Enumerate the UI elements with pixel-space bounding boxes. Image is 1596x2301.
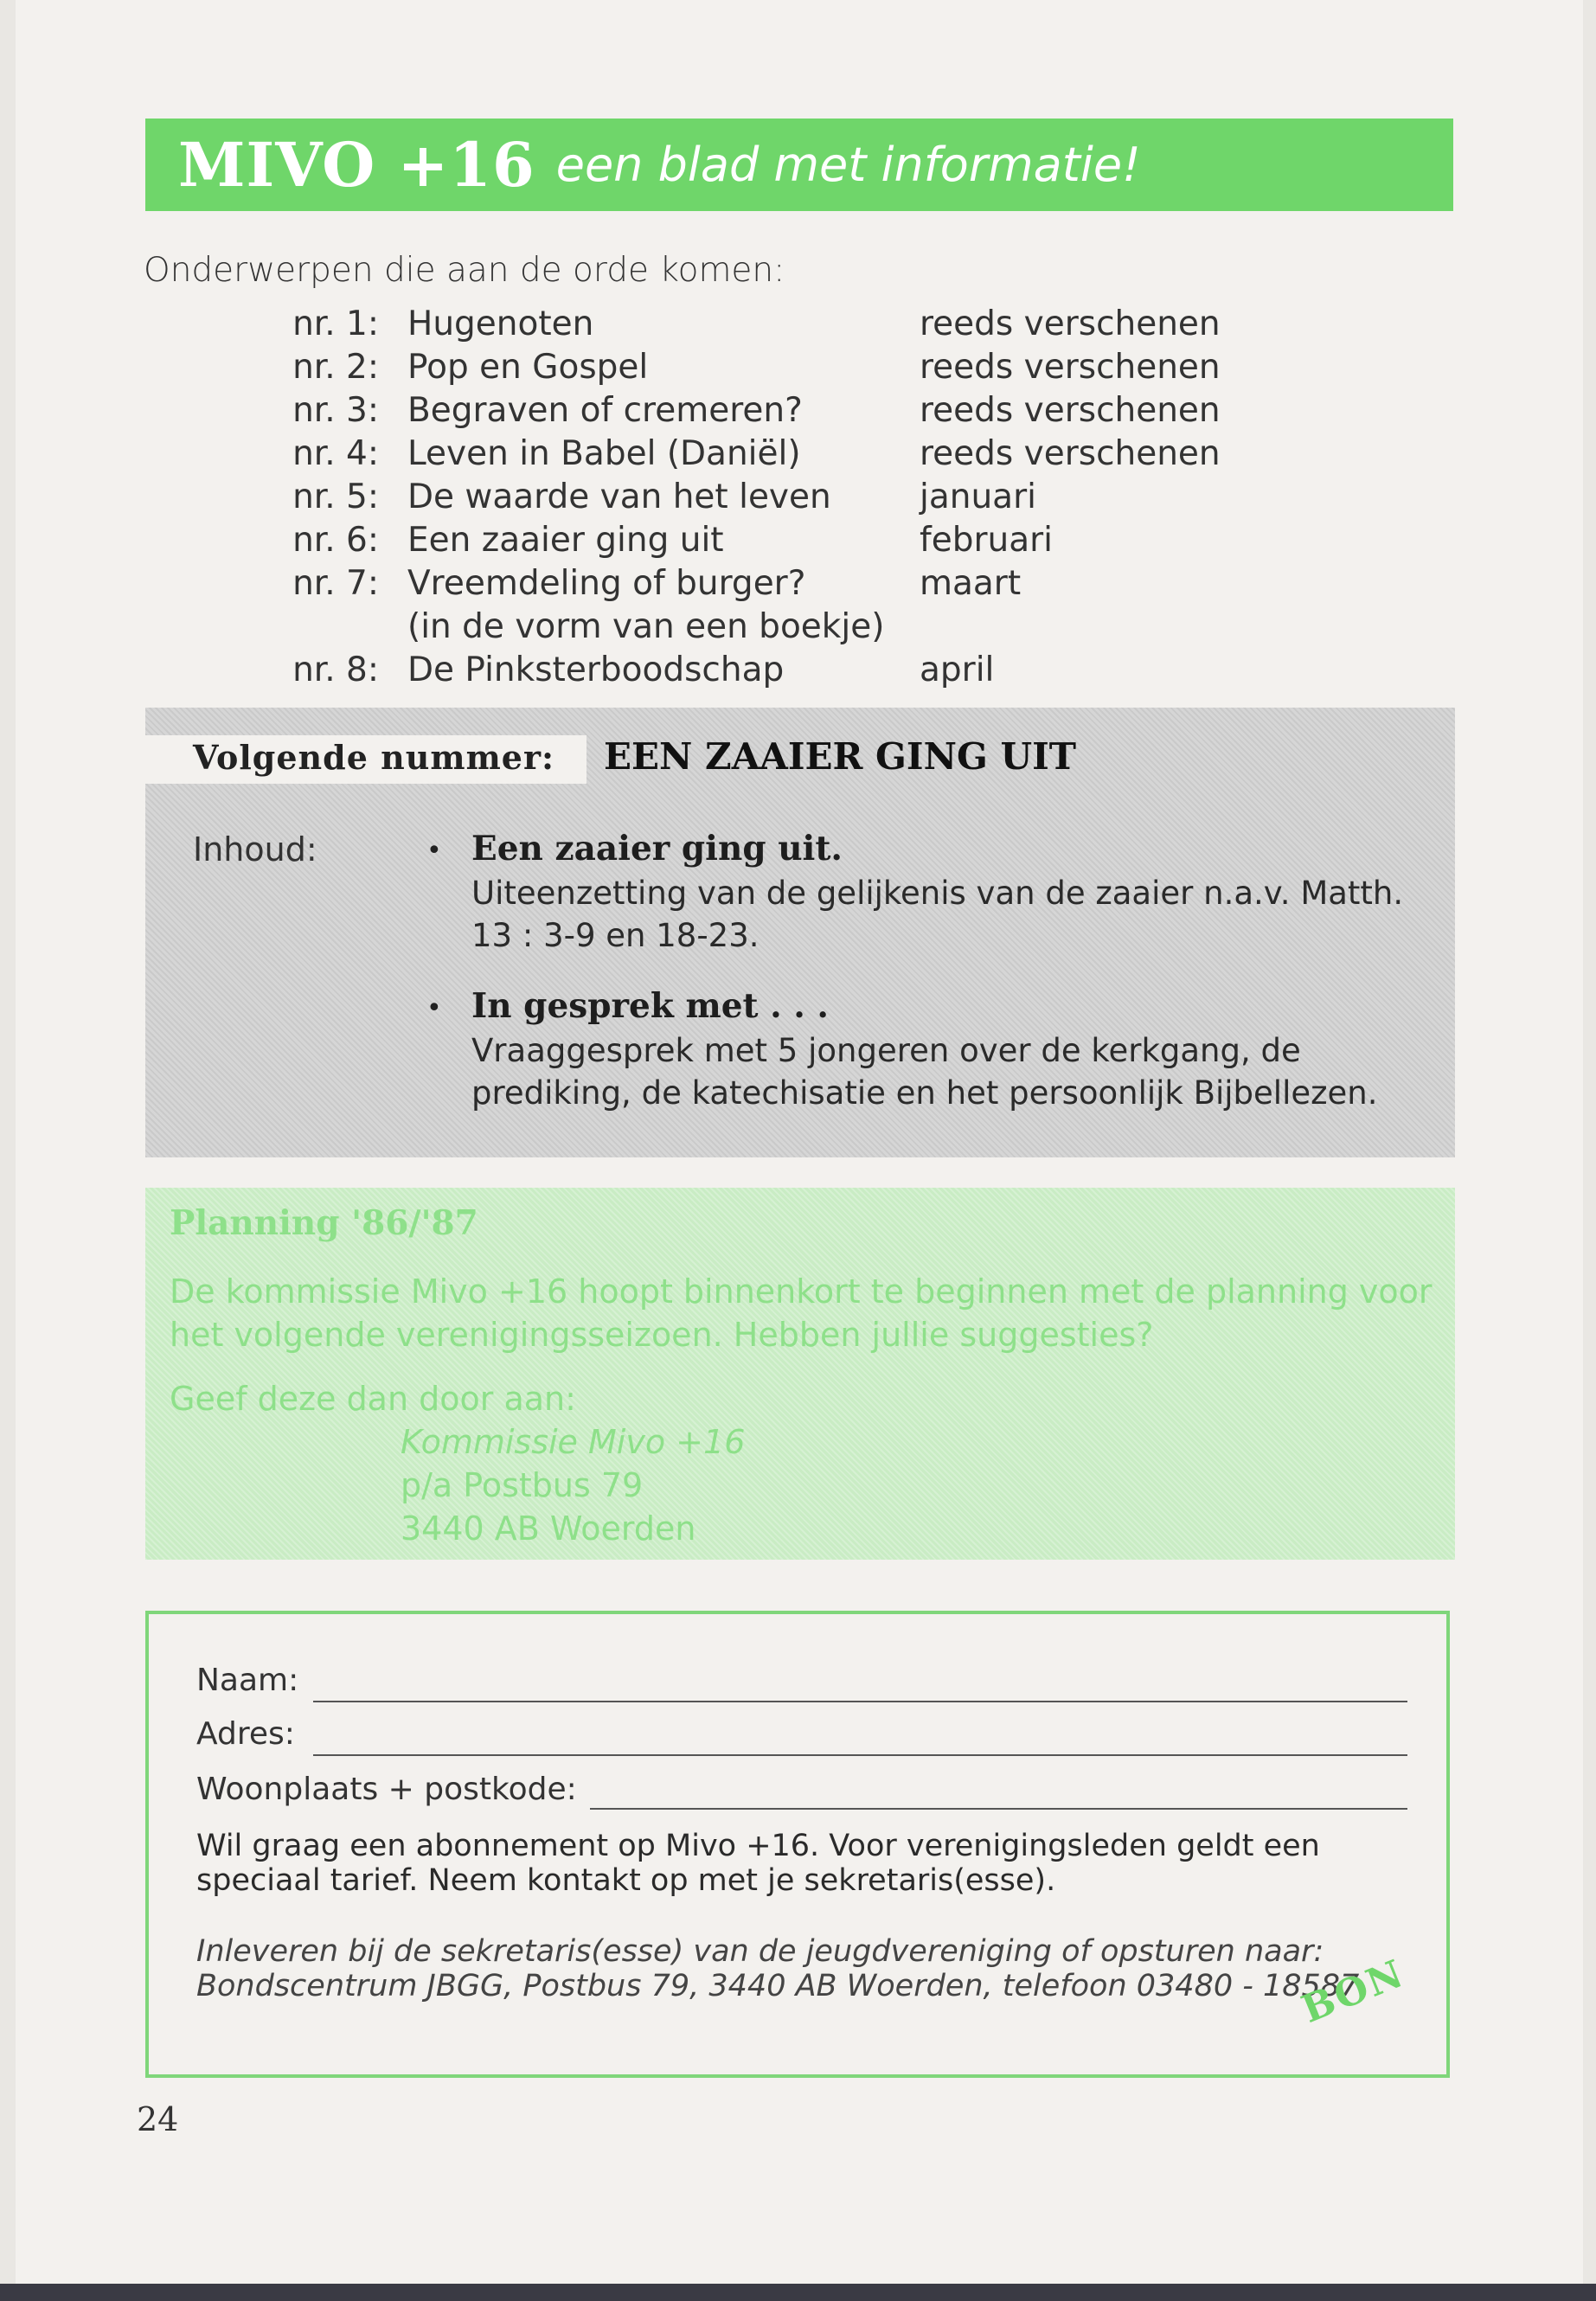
contents-item-title: Een zaaier ging uit. bbox=[471, 829, 843, 868]
contents-item-title: In gesprek met . . . bbox=[471, 986, 830, 1026]
topic-title: (in de vorm van een boekje) bbox=[407, 607, 885, 646]
topic-title: Leven in Babel (Daniël) bbox=[407, 434, 801, 473]
magazine-page bbox=[16, 0, 1583, 2284]
topic-number: nr. 6: bbox=[292, 521, 379, 560]
banner-title: MIVO +16 bbox=[178, 129, 535, 201]
planning-title: Planning '86/'87 bbox=[170, 1203, 478, 1243]
bullet-icon: • bbox=[426, 836, 442, 866]
topic-number: nr. 4: bbox=[292, 434, 379, 473]
planning-give-to: Geef deze dan door aan: bbox=[170, 1380, 576, 1418]
planning-text: De kommissie Mivo +16 hoopt binnenkort te beginnen met de planning voor het volgende verenigingsseizoen. Hebben jullie suggesties? bbox=[170, 1272, 1433, 1354]
next-issue-label: Volgende nummer: bbox=[193, 738, 555, 777]
next-issue-title: EEN ZAAIER GING UIT bbox=[604, 735, 1076, 778]
topic-status: februari bbox=[920, 521, 1054, 560]
header-banner bbox=[145, 119, 1453, 211]
name-label: Naam: bbox=[196, 1663, 299, 1698]
topics-intro: Onderwerpen die aan de orde komen: bbox=[144, 251, 785, 290]
bullet-icon: • bbox=[426, 993, 442, 1023]
topic-status: reeds verschenen bbox=[920, 348, 1221, 387]
topic-status: januari bbox=[920, 478, 1036, 516]
next-issue-box bbox=[145, 708, 1455, 1157]
topic-number: nr. 2: bbox=[292, 348, 379, 387]
topic-title: De Pinksterboodschap bbox=[407, 651, 785, 689]
topic-title: Pop en Gospel bbox=[407, 348, 649, 387]
subscription-coupon bbox=[145, 1611, 1450, 2078]
planning-address-line: p/a Postbus 79 bbox=[401, 1466, 644, 1504]
topic-status: reeds verschenen bbox=[920, 304, 1221, 343]
page-number: 24 bbox=[137, 2100, 179, 2138]
topic-number: nr. 1: bbox=[292, 304, 379, 343]
city-postcode-label: Woonplaats + postkode: bbox=[196, 1772, 577, 1807]
planning-box bbox=[145, 1188, 1455, 1560]
address-label: Adres: bbox=[196, 1716, 295, 1752]
city-postcode-field[interactable] bbox=[590, 1808, 1407, 1810]
planning-address-line: 3440 AB Woerden bbox=[401, 1509, 696, 1548]
topic-title: Vreemdeling of burger? bbox=[407, 564, 806, 603]
submission-note: Inleveren bij de sekretaris(esse) van de jeugdvereniging of opsturen naar: Bondscentrum JBGG, Postbus 79, 3440 AB Woerden, telefoon 03480 - 18587. bbox=[196, 1934, 1369, 2003]
topic-number: nr. 8: bbox=[292, 651, 379, 689]
topic-number: nr. 3: bbox=[292, 391, 379, 430]
topic-status: reeds verschenen bbox=[920, 434, 1221, 473]
topic-status: reeds verschenen bbox=[920, 391, 1221, 430]
topic-title: Hugenoten bbox=[407, 304, 594, 343]
planning-address-line: Kommissie Mivo +16 bbox=[401, 1423, 746, 1461]
name-field[interactable] bbox=[313, 1701, 1407, 1702]
page-bottom-edge bbox=[0, 2284, 1596, 2301]
topic-number: nr. 5: bbox=[292, 478, 379, 516]
bon-stamp: BON bbox=[1295, 1951, 1411, 2032]
subscription-text: Wil graag een abonnement op Mivo +16. Voor verenigingsleden geldt een speciaal tarief. Neem kontakt op met je sekretaris(esse). bbox=[196, 1829, 1320, 1898]
banner-subtitle: een blad met informatie! bbox=[555, 138, 1141, 192]
topic-status: maart bbox=[920, 564, 1022, 603]
contents-item-text: Uiteenzetting van de gelijkenis van de zaaier n.a.v. Matth. 13 : 3-9 en 18-23. bbox=[471, 875, 1404, 954]
contents-label: Inhoud: bbox=[193, 830, 317, 868]
topic-title: Een zaaier ging uit bbox=[407, 521, 724, 560]
contents-item-text: Vraaggesprek met 5 jongeren over de kerkgang, de prediking, de katechisatie en het persoonlijk Bijbellezen. bbox=[471, 1032, 1378, 1112]
topic-title: De waarde van het leven bbox=[407, 478, 831, 516]
address-field[interactable] bbox=[313, 1754, 1407, 1756]
topic-title: Begraven of cremeren? bbox=[407, 391, 803, 430]
topic-status: april bbox=[920, 651, 995, 689]
topic-number: nr. 7: bbox=[292, 564, 379, 603]
